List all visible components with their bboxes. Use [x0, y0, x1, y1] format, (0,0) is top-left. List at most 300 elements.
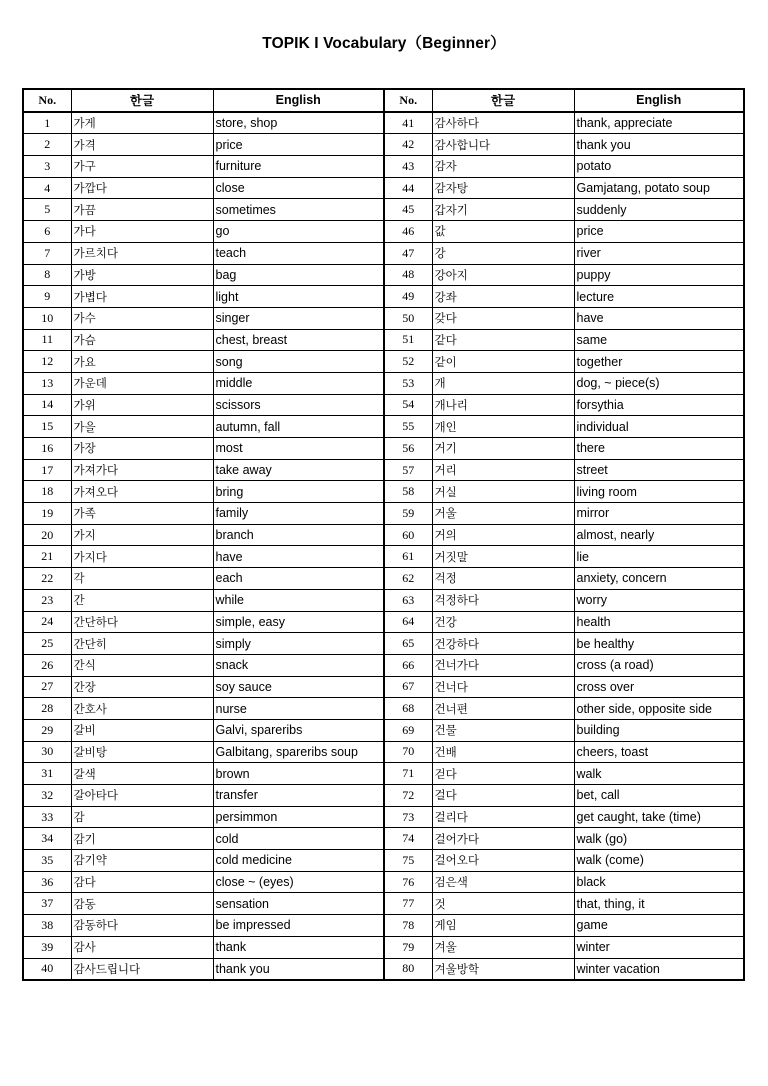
table-row [23, 806, 384, 828]
table-row [384, 372, 744, 394]
entry-english: thank [213, 936, 384, 958]
entry-korean: 가을 [71, 416, 213, 438]
entry-korean: 갈아타다 [71, 785, 213, 807]
entry-korean: 간장 [71, 676, 213, 698]
entry-number: 55 [384, 416, 432, 438]
entry-english: be impressed [213, 915, 384, 937]
entry-korean: 가요 [71, 351, 213, 373]
entry-english: persimmon [213, 806, 384, 828]
entry-english: cheers, toast [574, 741, 744, 763]
entry-english: Galbitang, spareribs soup [213, 741, 384, 763]
entry-number: 18 [23, 481, 71, 503]
entry-korean: 감동하다 [71, 915, 213, 937]
entry-english: individual [574, 416, 744, 438]
entry-korean: 건강 [432, 611, 574, 633]
entry-korean: 가르치다 [71, 242, 213, 264]
entry-english: price [574, 221, 744, 243]
table-row [23, 676, 384, 698]
entry-english: street [574, 459, 744, 481]
entry-korean: 개 [432, 372, 574, 394]
entry-korean: 갈비탕 [71, 741, 213, 763]
entry-english: walk (go) [574, 828, 744, 850]
entry-korean: 가깝다 [71, 177, 213, 199]
entry-english: together [574, 351, 744, 373]
entry-english: almost, nearly [574, 524, 744, 546]
entry-korean: 간 [71, 589, 213, 611]
entry-number: 34 [23, 828, 71, 850]
entry-number: 8 [23, 264, 71, 286]
table-row [23, 351, 384, 373]
table-row [23, 741, 384, 763]
entry-korean: 감사하다 [432, 112, 574, 134]
entry-english: Gamjatang, potato soup [574, 177, 744, 199]
entry-korean: 가구 [71, 156, 213, 178]
entry-number: 78 [384, 915, 432, 937]
table-row [384, 221, 744, 243]
entry-english: Galvi, spareribs [213, 719, 384, 741]
table-row [23, 394, 384, 416]
table-row [384, 958, 744, 980]
entry-korean: 감사합니다 [432, 134, 574, 156]
entry-korean: 거울 [432, 503, 574, 525]
entry-english: autumn, fall [213, 416, 384, 438]
entry-number: 29 [23, 719, 71, 741]
table-row [384, 438, 744, 460]
entry-number: 47 [384, 242, 432, 264]
entry-korean: 가지다 [71, 546, 213, 568]
entry-korean: 갈비 [71, 719, 213, 741]
entry-english: soy sauce [213, 676, 384, 698]
entry-korean: 가져오다 [71, 481, 213, 503]
table-row [384, 307, 744, 329]
entry-english: mirror [574, 503, 744, 525]
entry-number: 20 [23, 524, 71, 546]
entry-english: have [574, 307, 744, 329]
entry-korean: 걷다 [432, 763, 574, 785]
entry-number: 4 [23, 177, 71, 199]
table-row [384, 893, 744, 915]
entry-english: store, shop [213, 112, 384, 134]
entry-english: most [213, 438, 384, 460]
entry-korean: 감 [71, 806, 213, 828]
header-english: English [574, 89, 744, 112]
entry-english: sensation [213, 893, 384, 915]
table-row [384, 871, 744, 893]
entry-korean: 검은색 [432, 871, 574, 893]
table-row [23, 156, 384, 178]
entry-korean: 값 [432, 221, 574, 243]
entry-number: 50 [384, 307, 432, 329]
entry-number: 26 [23, 654, 71, 676]
table-row [384, 177, 744, 199]
page-title: TOPIK I Vocabulary（Beginner） [262, 35, 506, 52]
entry-english: bet, call [574, 785, 744, 807]
table-row [23, 611, 384, 633]
table-row [384, 763, 744, 785]
entry-korean: 갈색 [71, 763, 213, 785]
entry-korean: 개인 [432, 416, 574, 438]
entry-korean: 감자탕 [432, 177, 574, 199]
entry-korean: 감사드립니다 [71, 958, 213, 980]
entry-number: 3 [23, 156, 71, 178]
table-row [384, 806, 744, 828]
entry-korean: 건너가다 [432, 654, 574, 676]
entry-number: 57 [384, 459, 432, 481]
entry-english: be healthy [574, 633, 744, 655]
header-korean: 한글 [432, 89, 574, 112]
table-row [384, 785, 744, 807]
entry-english: other side, opposite side [574, 698, 744, 720]
entry-english: there [574, 438, 744, 460]
entry-english: cross (a road) [574, 654, 744, 676]
table-row [384, 936, 744, 958]
entry-english: thank you [574, 134, 744, 156]
entry-number: 62 [384, 568, 432, 590]
entry-korean: 감자 [432, 156, 574, 178]
entry-number: 71 [384, 763, 432, 785]
entry-english: thank you [213, 958, 384, 980]
table-row [23, 264, 384, 286]
table-header-row [384, 89, 744, 112]
entry-korean: 건물 [432, 719, 574, 741]
entry-english: winter vacation [574, 958, 744, 980]
entry-english: take away [213, 459, 384, 481]
entry-korean: 걱정하다 [432, 589, 574, 611]
entry-korean: 게임 [432, 915, 574, 937]
header-no: No. [23, 89, 71, 112]
entry-number: 54 [384, 394, 432, 416]
entry-english: living room [574, 481, 744, 503]
vocab-table-left [22, 88, 385, 981]
entry-number: 6 [23, 221, 71, 243]
entry-number: 43 [384, 156, 432, 178]
vocab-table-right [383, 88, 745, 981]
entry-number: 35 [23, 850, 71, 872]
entry-korean: 가장 [71, 438, 213, 460]
entry-english: walk (come) [574, 850, 744, 872]
entry-number: 67 [384, 676, 432, 698]
entry-number: 59 [384, 503, 432, 525]
entry-number: 69 [384, 719, 432, 741]
entry-english: chest, breast [213, 329, 384, 351]
entry-english: dog, ~ piece(s) [574, 372, 744, 394]
entry-number: 61 [384, 546, 432, 568]
entry-number: 23 [23, 589, 71, 611]
entry-number: 14 [23, 394, 71, 416]
entry-number: 5 [23, 199, 71, 221]
table-row [384, 741, 744, 763]
entry-korean: 가끔 [71, 199, 213, 221]
entry-english: song [213, 351, 384, 373]
table-row [384, 394, 744, 416]
table-row [384, 286, 744, 308]
table-row [23, 568, 384, 590]
entry-english: black [574, 871, 744, 893]
table-row [384, 568, 744, 590]
entry-number: 64 [384, 611, 432, 633]
table-row [23, 633, 384, 655]
entry-english: bag [213, 264, 384, 286]
table-row [23, 828, 384, 850]
entry-english: teach [213, 242, 384, 264]
entry-korean: 가볍다 [71, 286, 213, 308]
table-row [384, 481, 744, 503]
entry-english: family [213, 503, 384, 525]
table-row [384, 654, 744, 676]
entry-number: 13 [23, 372, 71, 394]
entry-number: 76 [384, 871, 432, 893]
entry-english: lie [574, 546, 744, 568]
entry-english: cold medicine [213, 850, 384, 872]
entry-english: singer [213, 307, 384, 329]
table-row [23, 893, 384, 915]
table-row [23, 719, 384, 741]
entry-english: simply [213, 633, 384, 655]
table-row [23, 416, 384, 438]
entry-english: puppy [574, 264, 744, 286]
table-row [384, 156, 744, 178]
entry-english: lecture [574, 286, 744, 308]
entry-number: 44 [384, 177, 432, 199]
entry-number: 65 [384, 633, 432, 655]
entry-english: that, thing, it [574, 893, 744, 915]
entry-number: 63 [384, 589, 432, 611]
entry-korean: 개나리 [432, 394, 574, 416]
table-row [23, 654, 384, 676]
entry-korean: 가방 [71, 264, 213, 286]
entry-number: 79 [384, 936, 432, 958]
table-row [23, 199, 384, 221]
table-row [384, 698, 744, 720]
entry-english: cross over [574, 676, 744, 698]
entry-number: 11 [23, 329, 71, 351]
table-row [23, 438, 384, 460]
entry-english: simple, easy [213, 611, 384, 633]
entry-number: 1 [23, 112, 71, 134]
entry-english: river [574, 242, 744, 264]
entry-english: worry [574, 589, 744, 611]
entry-korean: 갖다 [432, 307, 574, 329]
entry-number: 19 [23, 503, 71, 525]
table-row [23, 177, 384, 199]
entry-number: 72 [384, 785, 432, 807]
table-row [384, 850, 744, 872]
entry-english: thank, appreciate [574, 112, 744, 134]
entry-korean: 간식 [71, 654, 213, 676]
entry-korean: 걸리다 [432, 806, 574, 828]
table-row [23, 958, 384, 980]
entry-korean: 강 [432, 242, 574, 264]
entry-english: health [574, 611, 744, 633]
entry-korean: 같다 [432, 329, 574, 351]
entry-number: 48 [384, 264, 432, 286]
entry-english: snack [213, 654, 384, 676]
entry-english: transfer [213, 785, 384, 807]
entry-korean: 가족 [71, 503, 213, 525]
entry-korean: 가져가다 [71, 459, 213, 481]
entry-korean: 가게 [71, 112, 213, 134]
table-row [23, 307, 384, 329]
table-row [23, 936, 384, 958]
table-row [384, 676, 744, 698]
entry-english: while [213, 589, 384, 611]
entry-number: 9 [23, 286, 71, 308]
entry-english: get caught, take (time) [574, 806, 744, 828]
table-row [384, 416, 744, 438]
entry-english: go [213, 221, 384, 243]
entry-number: 60 [384, 524, 432, 546]
table-row [23, 286, 384, 308]
entry-english: light [213, 286, 384, 308]
entry-number: 66 [384, 654, 432, 676]
entry-korean: 간단히 [71, 633, 213, 655]
entry-english: sometimes [213, 199, 384, 221]
entry-korean: 감동 [71, 893, 213, 915]
entry-english: forsythia [574, 394, 744, 416]
entry-english: close [213, 177, 384, 199]
table-row [23, 459, 384, 481]
entry-number: 58 [384, 481, 432, 503]
entry-korean: 건강하다 [432, 633, 574, 655]
entry-number: 16 [23, 438, 71, 460]
entry-english: nurse [213, 698, 384, 720]
entry-number: 12 [23, 351, 71, 373]
table-row [384, 611, 744, 633]
entry-number: 53 [384, 372, 432, 394]
entry-number: 36 [23, 871, 71, 893]
entry-number: 21 [23, 546, 71, 568]
table-row [23, 785, 384, 807]
entry-korean: 강아지 [432, 264, 574, 286]
entry-english: middle [213, 372, 384, 394]
table-row [384, 199, 744, 221]
entry-number: 31 [23, 763, 71, 785]
entry-english: have [213, 546, 384, 568]
table-row [384, 264, 744, 286]
entry-korean: 강좌 [432, 286, 574, 308]
table-row [23, 503, 384, 525]
table-row [23, 329, 384, 351]
entry-number: 45 [384, 199, 432, 221]
entry-korean: 감기약 [71, 850, 213, 872]
entry-number: 52 [384, 351, 432, 373]
entry-korean: 걸어가다 [432, 828, 574, 850]
entry-number: 70 [384, 741, 432, 763]
entry-number: 77 [384, 893, 432, 915]
entry-english: suddenly [574, 199, 744, 221]
entry-korean: 같이 [432, 351, 574, 373]
entry-korean: 가격 [71, 134, 213, 156]
entry-korean: 거실 [432, 481, 574, 503]
entry-korean: 것 [432, 893, 574, 915]
entry-number: 22 [23, 568, 71, 590]
header-korean: 한글 [71, 89, 213, 112]
entry-number: 15 [23, 416, 71, 438]
entry-korean: 가슴 [71, 329, 213, 351]
entry-number: 73 [384, 806, 432, 828]
entry-korean: 감기 [71, 828, 213, 850]
entry-number: 39 [23, 936, 71, 958]
entry-number: 33 [23, 806, 71, 828]
table-row [384, 503, 744, 525]
table-row [23, 134, 384, 156]
entry-number: 30 [23, 741, 71, 763]
header-no: No. [384, 89, 432, 112]
entry-english: walk [574, 763, 744, 785]
table-row [384, 828, 744, 850]
entry-number: 80 [384, 958, 432, 980]
entry-number: 32 [23, 785, 71, 807]
entry-korean: 거기 [432, 438, 574, 460]
entry-number: 40 [23, 958, 71, 980]
entry-korean: 갑자기 [432, 199, 574, 221]
entry-number: 28 [23, 698, 71, 720]
entry-korean: 간단하다 [71, 611, 213, 633]
entry-number: 56 [384, 438, 432, 460]
entry-number: 68 [384, 698, 432, 720]
entry-english: branch [213, 524, 384, 546]
entry-english: close ~ (eyes) [213, 871, 384, 893]
table-row [23, 871, 384, 893]
table-row [23, 589, 384, 611]
table-row [23, 698, 384, 720]
entry-number: 46 [384, 221, 432, 243]
entry-korean: 걸다 [432, 785, 574, 807]
entry-english: anxiety, concern [574, 568, 744, 590]
entry-korean: 가다 [71, 221, 213, 243]
entry-korean: 가지 [71, 524, 213, 546]
entry-number: 25 [23, 633, 71, 655]
table-row [23, 221, 384, 243]
entry-english: bring [213, 481, 384, 503]
entry-english: building [574, 719, 744, 741]
entry-english: game [574, 915, 744, 937]
entry-number: 37 [23, 893, 71, 915]
entry-number: 74 [384, 828, 432, 850]
entry-english: price [213, 134, 384, 156]
table-row [384, 134, 744, 156]
entry-english: scissors [213, 394, 384, 416]
table-row [23, 763, 384, 785]
entry-number: 49 [384, 286, 432, 308]
table-row [384, 351, 744, 373]
entry-number: 24 [23, 611, 71, 633]
entry-number: 38 [23, 915, 71, 937]
table-row [384, 719, 744, 741]
entry-korean: 거리 [432, 459, 574, 481]
entry-korean: 건너다 [432, 676, 574, 698]
entry-number: 51 [384, 329, 432, 351]
entry-korean: 가운데 [71, 372, 213, 394]
table-header-row [23, 89, 384, 112]
entry-number: 41 [384, 112, 432, 134]
entry-number: 27 [23, 676, 71, 698]
table-row [23, 112, 384, 134]
entry-korean: 거짓말 [432, 546, 574, 568]
table-row [23, 524, 384, 546]
entry-korean: 각 [71, 568, 213, 590]
table-row [23, 850, 384, 872]
header-english: English [213, 89, 384, 112]
table-row [23, 242, 384, 264]
table-row [23, 915, 384, 937]
entry-english: brown [213, 763, 384, 785]
entry-english: each [213, 568, 384, 590]
table-row [23, 372, 384, 394]
entry-english: cold [213, 828, 384, 850]
table-row [384, 459, 744, 481]
table-row [384, 915, 744, 937]
